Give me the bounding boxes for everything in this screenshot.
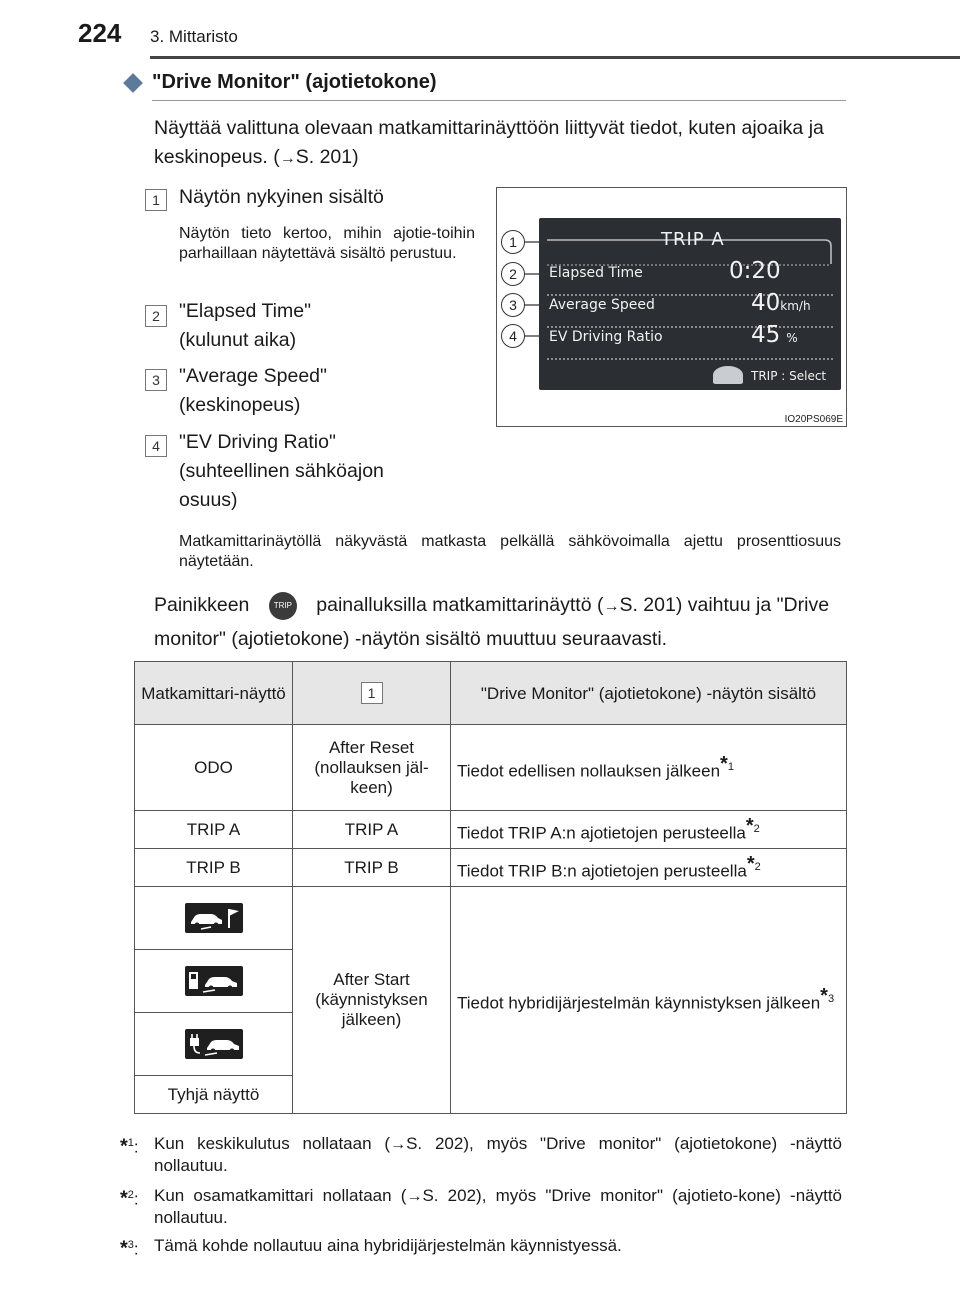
elapsed-time-label: Elapsed Time [549, 265, 643, 281]
car-flag-icon [185, 903, 243, 933]
ev-ratio-label: EV Driving Ratio [549, 329, 663, 345]
ev-ratio-value: 45 % [751, 322, 798, 348]
item-number: 2 [145, 305, 167, 327]
callout-leader-lines [497, 188, 846, 426]
table-cell [135, 1013, 293, 1076]
item-number: 1 [361, 682, 383, 704]
table-header-row [135, 662, 847, 725]
table-cell [135, 887, 293, 950]
section-rule [152, 100, 846, 101]
table-cell: Tiedot TRIP A:n ajotietojen perusteella$^{*2}$ [451, 811, 847, 849]
table-row [135, 725, 847, 811]
trip-button-icon: TRIP [269, 592, 297, 620]
table-cell [135, 950, 293, 1013]
drive-monitor-table [134, 661, 847, 1114]
table-row [135, 811, 847, 849]
table-cell: ODO [135, 725, 293, 811]
item-4-label: "EV Driving Ratio" (suhteellinen sähköajon osuus) [179, 431, 384, 511]
callout-number: 1 [501, 230, 525, 254]
table-row [135, 887, 847, 950]
callout-number: 4 [501, 324, 525, 348]
average-speed-label: Average Speed [549, 297, 655, 313]
callout-number: 2 [501, 262, 525, 286]
footnote: *$^2$: Kun osamatkamittari nollataan (→S. 202), myös "Drive monitor" (ajotieto-kone) -näyttö nollautuu. [120, 1186, 843, 1227]
table-cell: TRIP B [135, 849, 293, 887]
fuel-car-icon [185, 966, 243, 996]
item-1-note: Näytön tieto kertoo, mihin ajotie-toihin parhaillaan näytettävä sisältö perustuu. [179, 225, 475, 262]
arrow-right-icon: → [603, 598, 620, 615]
page-number: 224 [78, 18, 122, 48]
chapter-title: 3. Mittaristo [150, 27, 238, 46]
arrow-right-icon: → [406, 1188, 423, 1205]
table-row [135, 849, 847, 887]
table-cell: Tiedot edellisen nollauksen jälkeen$^{*1}$ [451, 725, 847, 811]
diamond-bullet-icon [123, 73, 143, 93]
table-cell: TRIP B [293, 849, 451, 887]
table-cell: After Start (käynnistyksen jälkeen) [293, 887, 451, 1114]
table-cell: TRIP A [293, 811, 451, 849]
footnote: *$^1$: Kun keskikulutus nollataan (→S. 202), myös "Drive monitor" (ajotietokone) -näyttö nollautuu. [120, 1134, 842, 1175]
section-intro: Näyttää valittuna olevaan matkamittarinäyttöön liittyvät tiedot, kuten ajoaika ja keskinopeus. (→S. 201) [154, 117, 824, 168]
item-2-label: "Elapsed Time" (kulunut aika) [179, 300, 311, 351]
item-number: 3 [145, 369, 167, 391]
table-cell: TRIP A [135, 811, 293, 849]
trip-name: TRIP A [661, 229, 725, 250]
elapsed-time-value: 0:20 [729, 258, 781, 284]
table-cell: Tyhjä näyttö [135, 1076, 293, 1114]
header-rule [150, 56, 960, 59]
illustration-code: IO20PS069E [784, 414, 843, 425]
trip-select-hint: TRIP : Select [751, 369, 827, 383]
item-3-label: "Average Speed" (keskinopeus) [179, 365, 327, 416]
average-speed-value: 40km/h [751, 290, 811, 316]
table-cell: Tiedot TRIP B:n ajotietojen perusteella$^{*2}$ [451, 849, 847, 887]
section-title: "Drive Monitor" (ajotietokone) [152, 71, 437, 93]
trip-paragraph: Painikkeen TRIP painalluksilla matkamittarinäyttö (→S. 201) vaihtuu ja "Drive monitor" (ajotietokone) -näytön sisältö muuttuu seuraavasti. [154, 589, 844, 655]
table-header: Matkamittari-näyttö [135, 662, 293, 725]
arrow-right-icon: → [279, 150, 296, 167]
plug-car-icon [185, 1029, 243, 1059]
item-number: 4 [145, 435, 167, 457]
item-number: 1 [145, 189, 167, 211]
table-header: "Drive Monitor" (ajotietokone) -näytön sisältö [451, 662, 847, 725]
display-illustration [496, 187, 847, 427]
callout-number: 3 [501, 293, 525, 317]
arrow-right-icon: → [390, 1136, 407, 1153]
item-4-note: Matkamittarinäytöllä näkyvästä matkasta pelkällä sähkövoimalla ajettu prosenttiosuus näytetään. [179, 533, 841, 570]
footnote: *$^3$: Tämä kohde nollautuu aina hybridijärjestelmän käynnistyessä. [120, 1236, 622, 1260]
table-header [293, 662, 451, 725]
table-cell: After Reset (nollauksen jäl-keen) [293, 725, 451, 811]
item-1-label: Näytön nykyinen sisältö [179, 186, 384, 208]
table-cell: Tiedot hybridijärjestelmän käynnistyksen jälkeen$^{*3}$ [451, 887, 847, 1114]
